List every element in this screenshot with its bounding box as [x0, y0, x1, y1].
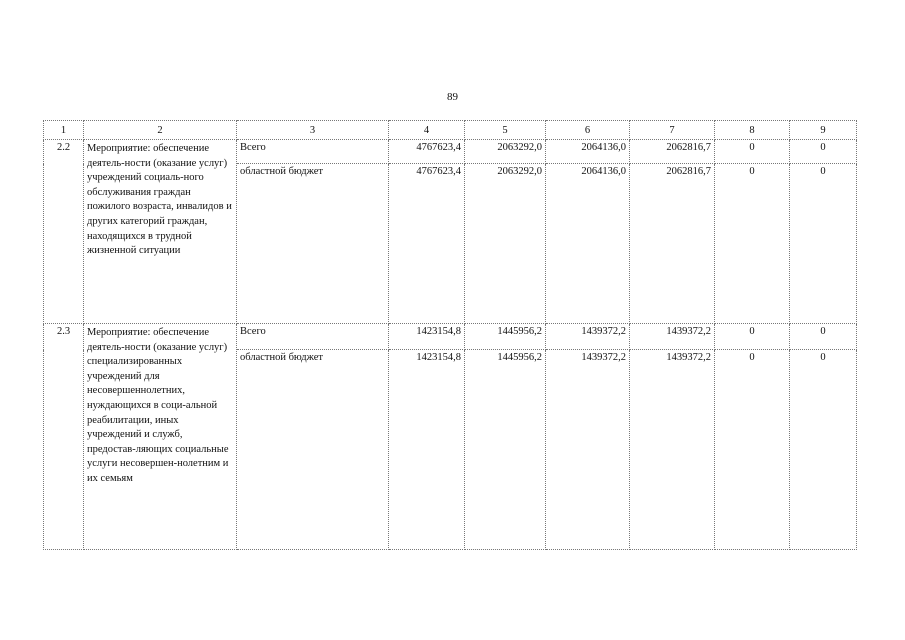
table-cell: 4767623,4: [389, 164, 465, 324]
column-header: 7: [630, 121, 715, 140]
column-header: 9: [790, 121, 857, 140]
table-cell: 1439372,2: [630, 324, 715, 350]
table-cell: 0: [715, 324, 790, 350]
column-header: 5: [465, 121, 546, 140]
table-cell: 1439372,2: [546, 350, 630, 550]
table-cell: 1423154,8: [389, 350, 465, 550]
activity-description: Мероприятие: обеспечение деятель-ности (оказание услуг) учреждений социаль-ного обслуживания граждан пожилого возраста, инвалидов и других категорий граждан, находящихся в трудной жизненной ситуации: [84, 140, 237, 324]
row-number: 2.2: [44, 140, 84, 324]
page-number: 89: [447, 91, 458, 103]
table-cell: 2064136,0: [546, 164, 630, 324]
table-cell: 0: [790, 350, 857, 550]
funding-source: Всего: [237, 140, 389, 164]
activity-description: Мероприятие: обеспечение деятель-ности (оказание услуг) специализированных учреждений для несовершеннолетних, нуждающихся в соци-альной реабилитации, иных учреждений и служб, предостав-ляющих социальные услуги несовершен-нолетним и их семьям: [84, 324, 237, 550]
column-header: 1: [44, 121, 84, 140]
table-cell: 1439372,2: [546, 324, 630, 350]
column-header: 2: [84, 121, 237, 140]
table-cell: 1439372,2: [630, 350, 715, 550]
table-cell: 2064136,0: [546, 140, 630, 164]
row-number: 2.3: [44, 324, 84, 550]
table-cell: 1445956,2: [465, 324, 546, 350]
funding-source: областной бюджет: [237, 164, 389, 324]
table-row: [44, 324, 857, 350]
column-header: 3: [237, 121, 389, 140]
table-cell: 0: [790, 324, 857, 350]
table-cell: 0: [715, 164, 790, 324]
table-cell: 4767623,4: [389, 140, 465, 164]
table-cell: 0: [790, 140, 857, 164]
table-row: [44, 140, 857, 164]
budget-table: [43, 120, 857, 550]
table-cell: 2063292,0: [465, 164, 546, 324]
column-header: 8: [715, 121, 790, 140]
table-cell: 0: [715, 140, 790, 164]
table-cell: 1423154,8: [389, 324, 465, 350]
table-cell: 2062816,7: [630, 140, 715, 164]
column-header: 4: [389, 121, 465, 140]
table-cell: 2062816,7: [630, 164, 715, 324]
table-cell: 0: [790, 164, 857, 324]
table-cell: 2063292,0: [465, 140, 546, 164]
column-header: 6: [546, 121, 630, 140]
header-row: [44, 121, 857, 140]
funding-source: Всего: [237, 324, 389, 350]
funding-source: областной бюджет: [237, 350, 389, 550]
table-cell: 1445956,2: [465, 350, 546, 550]
table-cell: 0: [715, 350, 790, 550]
